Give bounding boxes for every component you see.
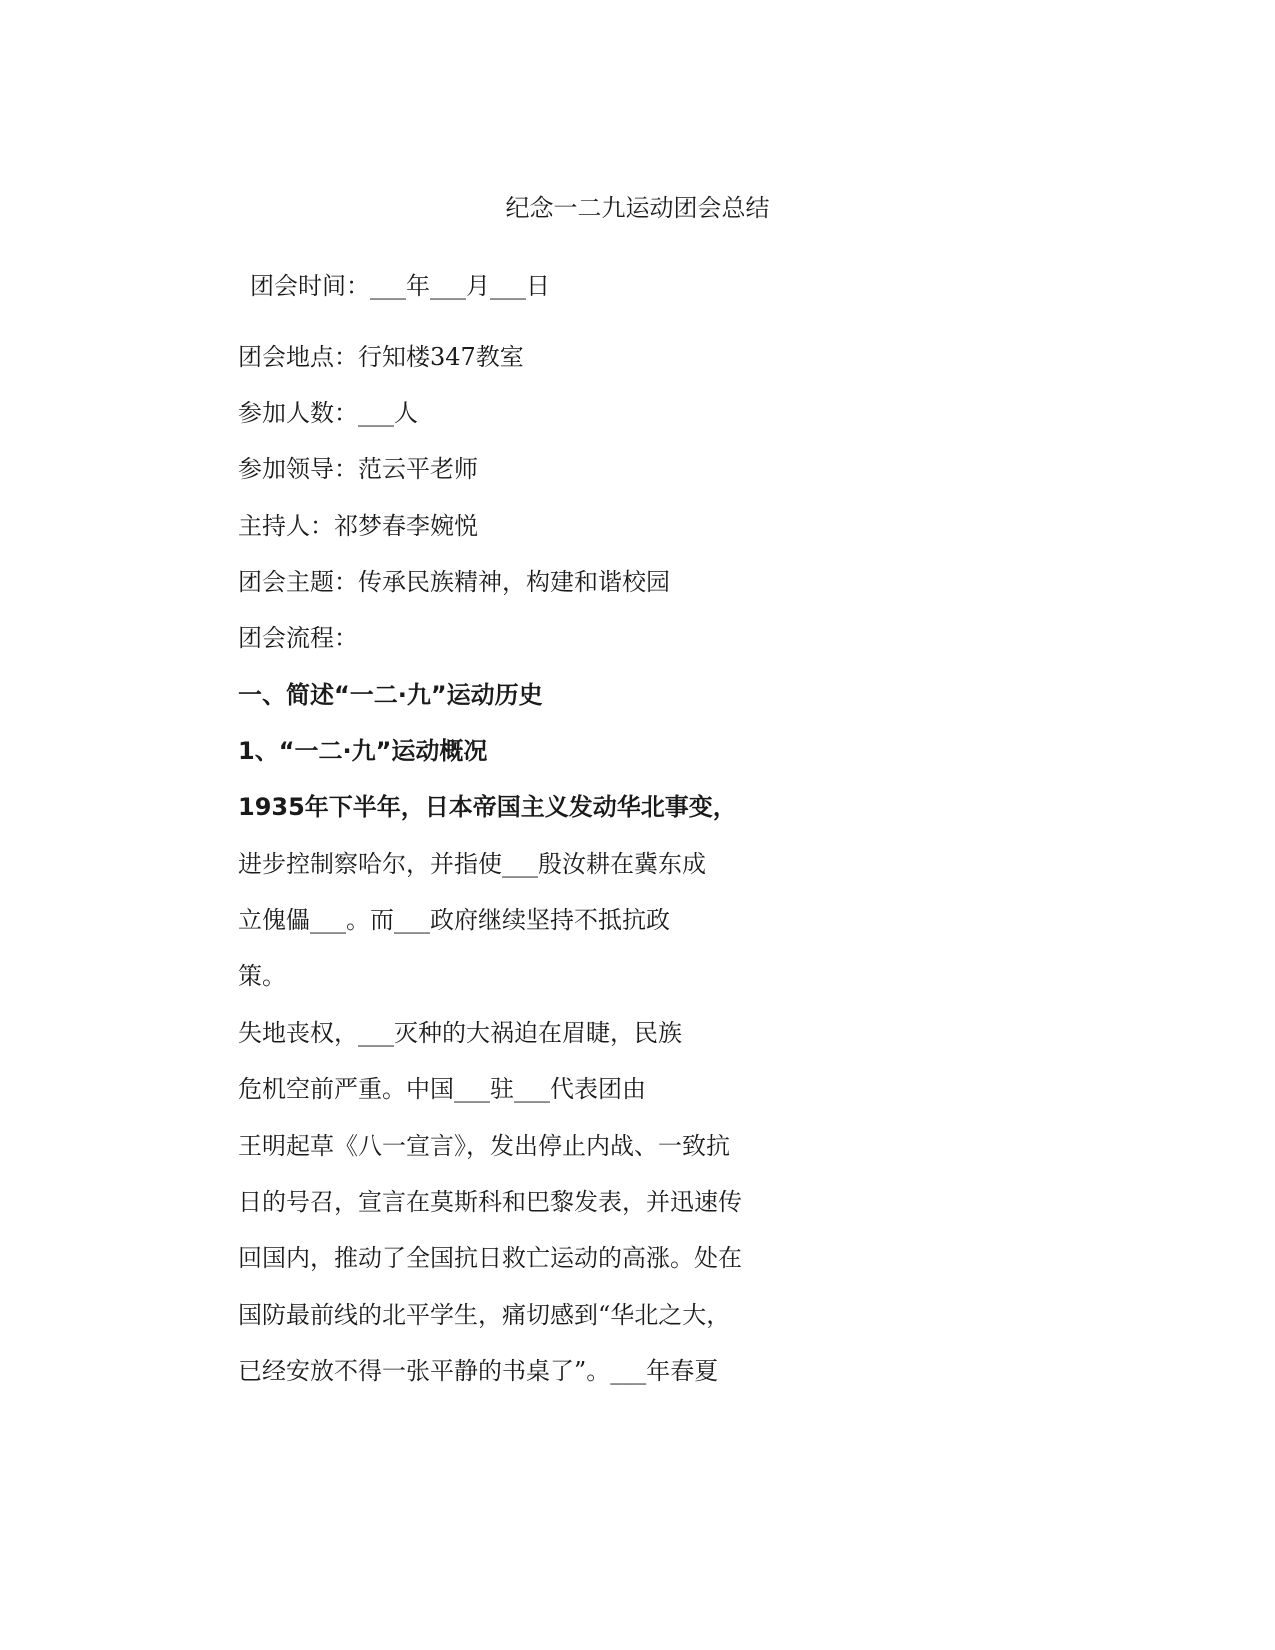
meeting-theme: 团会主题：传承民族精神，构建和谐校园 <box>238 568 670 596</box>
meeting-host: 主持人：祁梦春李婉悦 <box>238 512 478 540</box>
process-label: 团会流程： <box>238 624 358 652</box>
body-line: 立傀儡___。而___政府继续坚持不抵抗政 <box>238 906 670 934</box>
subsection-heading: 1、“一二·九”运动概况 <box>238 737 488 765</box>
attendee-count: 参加人数：___人 <box>238 399 418 427</box>
meeting-time: 团会时间：___年___月___日 <box>250 272 550 300</box>
section-heading: 一、简述“一二·九”运动历史 <box>238 681 543 709</box>
body-line: 日的号召，宣言在莫斯科和巴黎发表，并迅速传 <box>238 1188 742 1216</box>
meeting-place: 团会地点：行知楼347教室 <box>238 343 524 371</box>
body-line: 王明起草《八一宣言》，发出停止内战、一致抗 <box>238 1132 730 1160</box>
lead-sentence: 1935年下半年，日本帝国主义发动华北事变， <box>238 793 737 821</box>
body-line: 失地丧权，___灭种的大祸迫在眉睫，民族 <box>238 1019 682 1047</box>
document-title: 纪念一二九运动团会总结 <box>505 194 770 222</box>
body-line: 危机空前严重。中国___驻___代表团由 <box>238 1075 646 1103</box>
body-line: 国防最前线的北平学生，痛切感到“华北之大， <box>238 1301 731 1329</box>
body-line: 已经安放不得一张平静的书桌了”。___年春夏 <box>238 1357 719 1385</box>
body-line: 进步控制察哈尔，并指使___殷汝耕在冀东成 <box>238 850 706 878</box>
body-line: 策。 <box>238 962 286 990</box>
body-line: 回国内，推动了全国抗日救亡运动的高涨。处在 <box>238 1244 742 1272</box>
attending-leader: 参加领导：范云平老师 <box>238 455 478 483</box>
